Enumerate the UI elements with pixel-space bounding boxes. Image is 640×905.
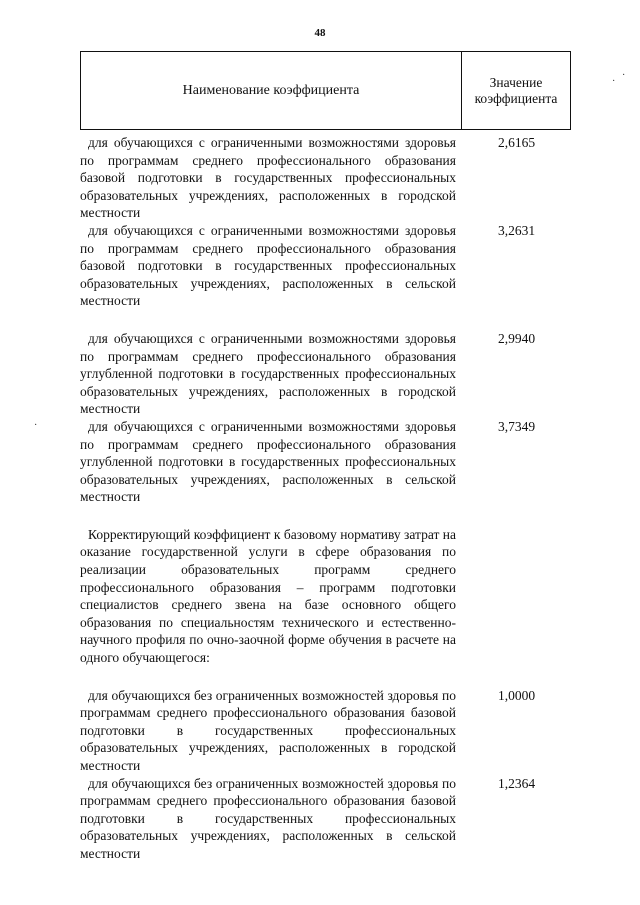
- table-row: [80, 330, 571, 418]
- row-description: Корректирующий коэффициент к базовому нормативу затрат на оказание государственной услуги в сфере образования по реализации образовательных программ среднего профессионального образования – программ подготовки специалистов среднего звена на базе основного общего образования по специальностям технического и естественно-научного профиля по очно-заочной форме обучения в расчете на одного обучающегося:: [80, 526, 456, 666]
- table-row: [80, 526, 571, 667]
- table-row: [80, 775, 571, 863]
- table-row: [80, 222, 571, 310]
- row-description: для обучающихся без ограниченных возможностей здоровья по программам среднего профессионального образования базовой подготовки в государственных профессиональных образовательных учреждениях, расположенных в сельской местности: [80, 775, 456, 861]
- table-row: [80, 687, 571, 775]
- row-value: 3,2631: [497, 222, 536, 238]
- scan-speck: ·: [622, 70, 626, 81]
- row-value: [456, 526, 571, 667]
- table-row: [80, 134, 571, 222]
- row-value: 2,9940: [497, 330, 536, 346]
- coefficient-rows: [80, 134, 571, 863]
- header-value-line1: Значение: [489, 74, 543, 90]
- row-description: для обучающихся с ограниченными возможностями здоровья по программам среднего профессионального образования углубленной подготовки в государственных профессиональных образовательных учреждениях, расположенных в городской местности: [80, 330, 456, 417]
- row-description: для обучающихся с ограниченными возможностями здоровья по программам среднего профессионального образования базовой подготовки в государственных профессиональных образовательных учреждениях, расположенных в городской местности: [80, 135, 456, 221]
- scan-speck: ·: [34, 420, 38, 431]
- header-value-line2: коэффициента: [474, 90, 558, 106]
- row-value: 3,7349: [497, 418, 536, 434]
- row-description: для обучающихся с ограниченными возможностями здоровья по программам среднего профессионального образования углубленной подготовки в государственных профессиональных образовательных учреждениях, расположенных в сельской местности: [80, 418, 456, 505]
- table-row: [80, 418, 571, 506]
- row-description: для обучающихся с ограниченными возможностями здоровья по программам среднего профессионального образования базовой подготовки в государственных профессиональных образовательных учреждениях, расположенных в сельской местности: [80, 222, 456, 309]
- page-number: 48: [314, 27, 326, 39]
- scan-speck: ·: [612, 76, 616, 87]
- header-coefficient-value: [462, 52, 570, 129]
- table-header: [80, 51, 571, 130]
- row-value: 2,6165: [497, 135, 536, 150]
- header-coefficient-name: Наименование коэффициента: [81, 52, 462, 129]
- row-description: для обучающихся без ограниченных возможностей здоровья по программам среднего профессионального образования базовой подготовки в государственных профессиональных образовательных учреждениях, расположенных в городской местности: [80, 687, 456, 773]
- row-value: 1,0000: [497, 687, 536, 703]
- row-value: 1,2364: [497, 775, 536, 791]
